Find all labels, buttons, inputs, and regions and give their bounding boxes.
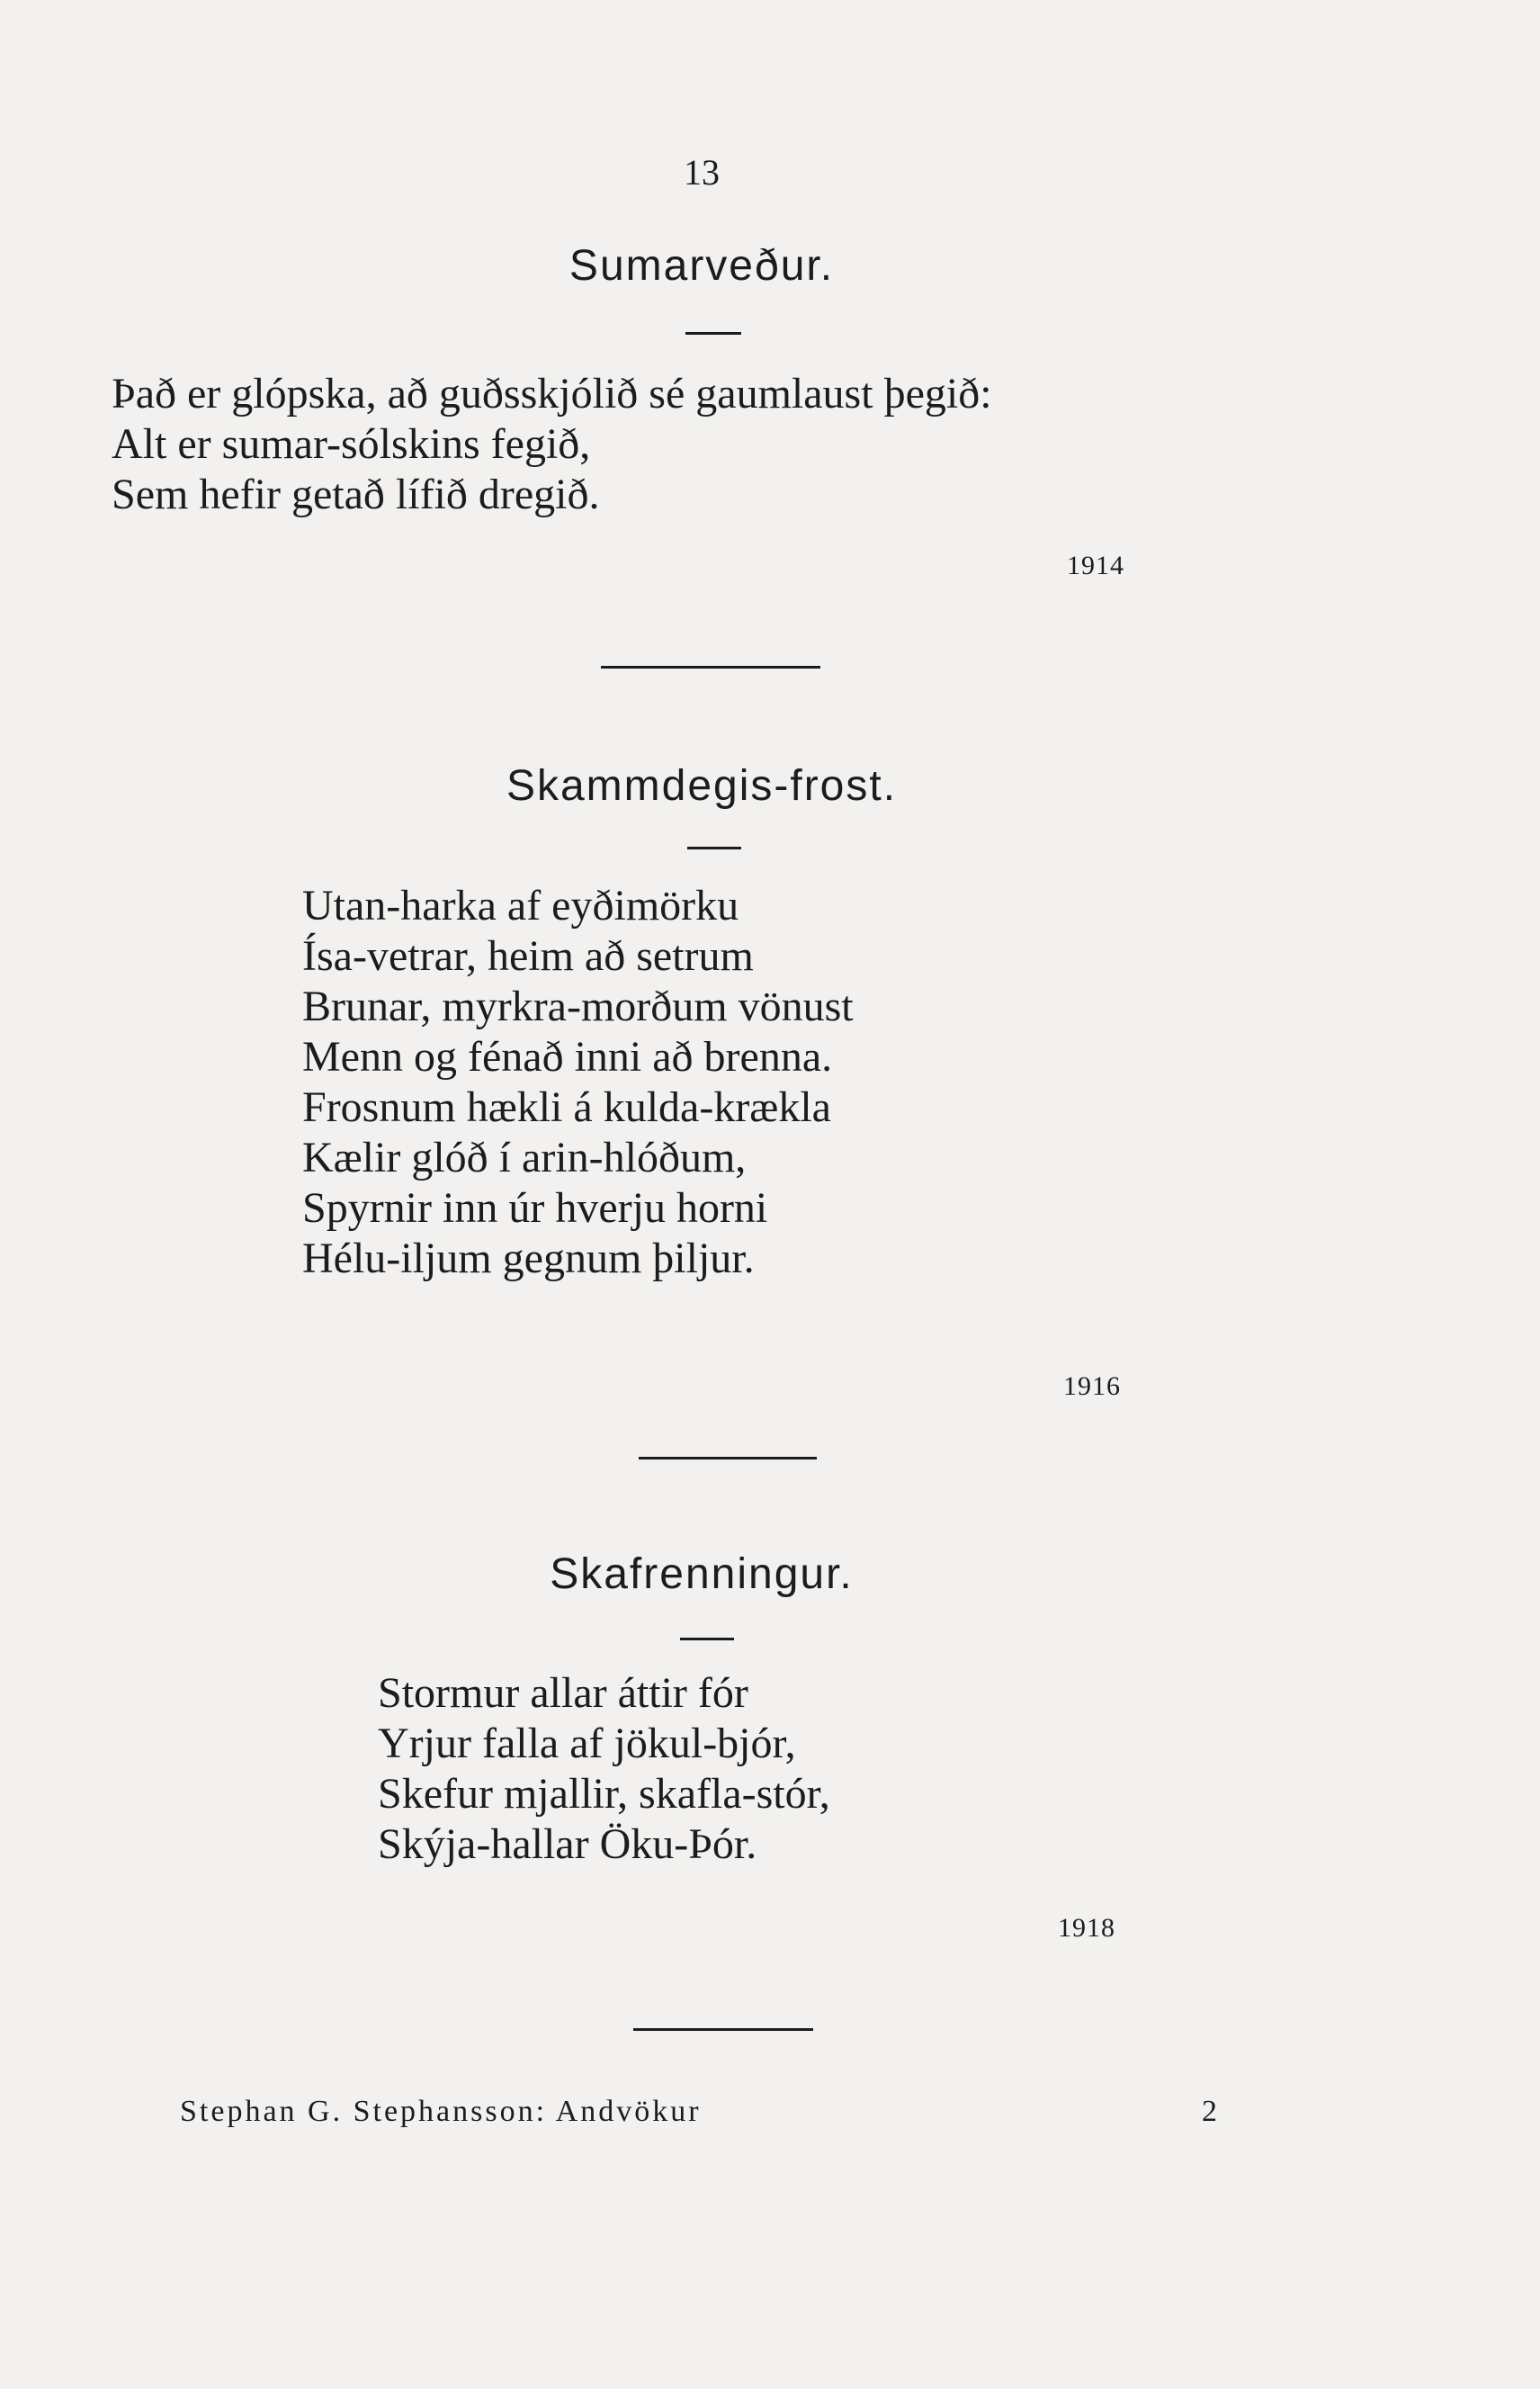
verse-line: Frosnum hækli á kulda-krækla — [302, 1083, 831, 1131]
poem-verse — [378, 1668, 830, 1870]
footer-signature: Stephan G. Stephansson: Andvökur — [180, 2095, 702, 2128]
poem-year: 1918 — [1058, 1913, 1115, 1943]
verse-line: Alt er sumar-sólskins fegið, — [112, 420, 591, 468]
verse-line: Skýja-hallar Öku-Þór. — [378, 1820, 757, 1868]
poem-verse — [302, 881, 854, 1284]
verse-line: Sem hefir getað lífið dregið. — [112, 471, 600, 518]
footer-signature-number: 2 — [1202, 2095, 1220, 2128]
title-dash — [687, 847, 741, 849]
section-rule — [639, 1457, 817, 1459]
verse-line: Spyrnir inn úr hverju horni — [302, 1184, 768, 1232]
section-rule — [633, 2028, 813, 2031]
title-dash — [680, 1638, 734, 1640]
verse-line: Stormur allar áttir fór — [378, 1669, 748, 1717]
verse-line: Yrjur falla af jökul-bjór, — [378, 1720, 796, 1767]
verse-line: Hélu-iljum gegnum þiljur. — [302, 1235, 755, 1282]
poem-title: Skafrenningur. — [550, 1550, 854, 1598]
verse-line: Menn og fénað inni að brenna. — [302, 1033, 833, 1081]
page-number: 13 — [684, 152, 720, 193]
poem-verse — [112, 369, 992, 520]
verse-line: Ísa-vetrar, heim að setrum — [302, 932, 754, 980]
verse-line: Skefur mjallir, skafla-stór, — [378, 1770, 830, 1818]
verse-line: Kælir glóð í arin-hlóðum, — [302, 1134, 747, 1181]
verse-line: Brunar, myrkra-morðum vönust — [302, 983, 854, 1030]
poem-year: 1914 — [1067, 551, 1124, 580]
verse-line: Það er glópska, að guðsskjólið sé gaumlaust þegið: — [112, 370, 992, 418]
verse-line: Utan-harka af eyðimörku — [302, 882, 739, 930]
section-rule — [601, 666, 820, 669]
poem-title: Skammdegis-frost. — [506, 762, 898, 810]
title-dash — [685, 332, 741, 335]
poem-year: 1916 — [1063, 1371, 1121, 1401]
poem-title: Sumarveður. — [569, 242, 835, 290]
